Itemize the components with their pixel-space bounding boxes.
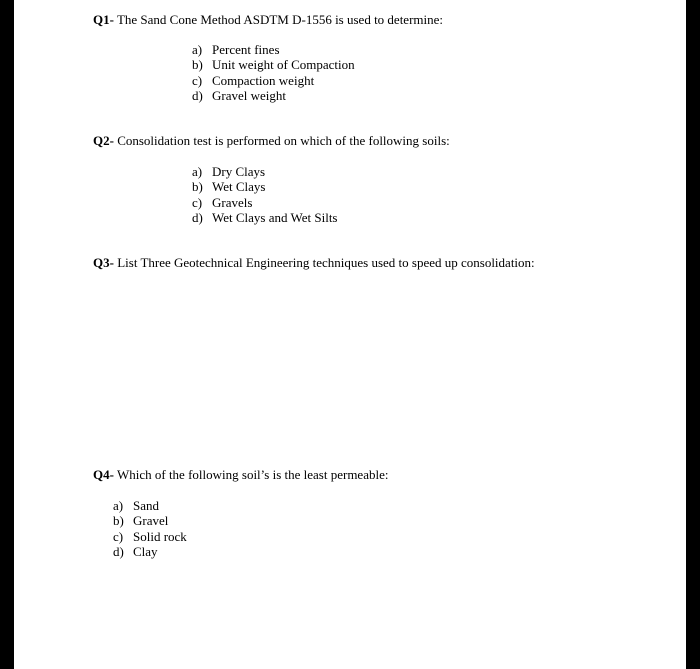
question-number: Q3- (93, 255, 114, 270)
option-item: b) Unit weight of Compaction (192, 57, 355, 73)
question-2 (93, 133, 450, 149)
option-item: c) Gravels (192, 194, 253, 210)
question-1-options (192, 42, 355, 103)
option-item: b) Gravel (113, 513, 169, 529)
option-item: a) Dry Clays (192, 164, 266, 179)
question-text: Consolidation test is performed on which of the following soils: (117, 133, 450, 148)
option-item: d) Wet Clays and Wet Silts (192, 209, 338, 225)
question-4 (93, 467, 388, 483)
question-4-options (113, 498, 187, 559)
question-1 (93, 12, 443, 28)
question-number: Q4- (93, 467, 114, 482)
option-item: d) Gravel weight (192, 87, 287, 103)
option-item: c) Solid rock (113, 528, 187, 544)
question-text: The Sand Cone Method ASDTM D-1556 is used to determine: (116, 12, 444, 27)
question-3 (93, 255, 535, 271)
question-number: Q2- (93, 133, 114, 148)
option-item: b) Wet Clays (192, 179, 266, 195)
option-item: a) Percent fines (192, 42, 280, 57)
question-text: Which of the following soil’s is the least permeable: (116, 467, 389, 482)
question-number: Q1- (93, 12, 114, 27)
question-text: List Three Geotechnical Engineering techniques used to speed up consolidation: (117, 255, 535, 270)
question-2-options (192, 164, 338, 225)
option-item: d) Clay (113, 543, 158, 559)
option-item: c) Compaction weight (192, 72, 315, 88)
document-page (14, 0, 686, 669)
option-item: a) Sand (113, 498, 159, 513)
